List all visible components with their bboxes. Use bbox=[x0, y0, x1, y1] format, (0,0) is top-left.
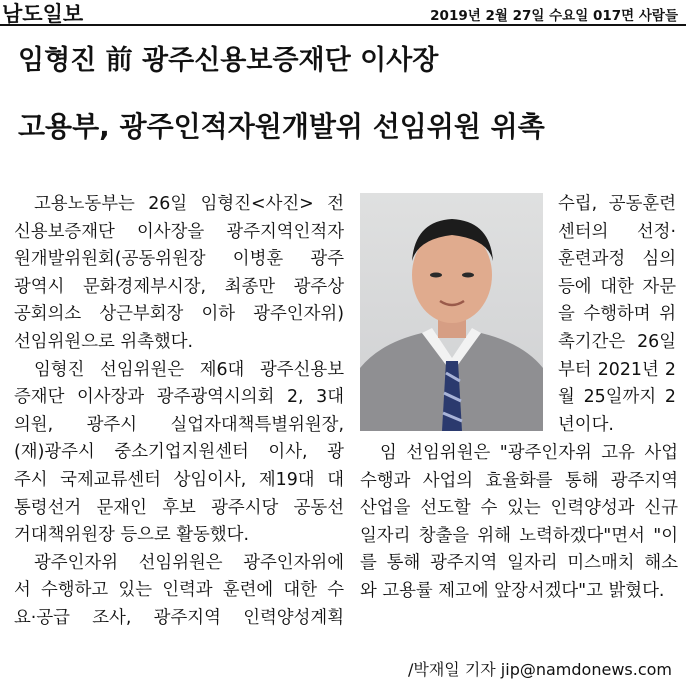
text-line: 신용보증재단 이사장을 광주지역인적자 bbox=[14, 221, 344, 242]
text-line: 광역시 문화경제부시장, 최종만 광주상 bbox=[14, 276, 344, 297]
text-line: 증재단 이사장과 광주광역시의회 2, 3대 bbox=[14, 387, 344, 408]
text-line: 선임위원으로 위촉했다. bbox=[14, 331, 194, 352]
text-line: 임형진 선임위원은 제6대 광주신용보 bbox=[34, 359, 344, 380]
text-line: (재)광주시 중소기업지원센터 이사, 광 bbox=[14, 442, 344, 463]
text-line: 등에 대한 자문 bbox=[558, 276, 676, 297]
portrait-illustration bbox=[360, 193, 543, 431]
text-line: 산업을 선도할 수 있는 인력양성과 신규 bbox=[360, 498, 678, 519]
text-line: 수행과 사업의 효율화를 통해 광주지역 bbox=[360, 470, 678, 491]
text-line: 요·공급 조사, 광주지역 인력양성계획 bbox=[14, 607, 344, 628]
edition-info: 2019년 2월 27일 수요일 017면 사람들 bbox=[430, 8, 678, 24]
text-line: 년이다. bbox=[558, 414, 614, 435]
text-line: 을 수행하며 위 bbox=[558, 304, 676, 325]
newspaper-name: 남도일보 bbox=[2, 2, 84, 26]
text-line: 센터의 선정· bbox=[558, 221, 676, 242]
text-line: 통령선거 문재인 후보 광주시당 공동선 bbox=[14, 497, 344, 518]
text-line: 월 25일까지 2 bbox=[558, 387, 676, 408]
text-line: 임 선임위원은 "광주인자위 고유 사업 bbox=[380, 443, 678, 463]
reporter-byline: /박재일 기자 jip@namdonews.com bbox=[407, 660, 672, 679]
text-line: 서 수행하고 있는 인력과 훈련에 대한 수 bbox=[14, 580, 344, 601]
text-line: 원개발위원회(공동위원장 이병훈 광주 bbox=[14, 249, 344, 270]
headline-sub: 고용부, 광주인적자원개발위 선임위원 위촉 bbox=[18, 110, 545, 143]
text-line: 거대책위원장 등으로 활동했다. bbox=[14, 525, 249, 546]
text-line: 광주인자위 선임위원은 광주인자위에 bbox=[34, 552, 344, 573]
text-line: 촉기간은 26일 bbox=[558, 331, 676, 352]
text-line: 수립, 공동훈련 bbox=[558, 194, 676, 214]
portrait-photo bbox=[360, 193, 543, 431]
text-line: 일자리 창출을 위해 노력하겠다"면서 "이 bbox=[360, 525, 678, 546]
text-line: 공회의소 상근부회장 이하 광주인자위) bbox=[14, 304, 344, 325]
article-column-left bbox=[14, 191, 344, 633]
headline-main: 임형진 前 광주신용보증재단 이사장 bbox=[18, 45, 439, 76]
text-line: 의원, 광주시 실업자대책특별위원장, bbox=[14, 414, 344, 435]
text-line: 를 통해 광주지역 일자리 미스매치 해소 bbox=[360, 553, 678, 574]
article-column-right bbox=[558, 191, 676, 439]
text-line: 고용노동부는 26일 임형진<사진> 전 bbox=[34, 194, 344, 214]
text-line: 부터 2021년 2 bbox=[558, 359, 676, 380]
text-line: 주시 국제교류센터 상임이사, 제19대 대 bbox=[14, 469, 344, 490]
text-line: 와 고용률 제고에 앞장서겠다"고 밝혔다. bbox=[360, 580, 665, 601]
masthead-bar bbox=[0, 0, 686, 26]
article-column-bottom bbox=[360, 440, 678, 606]
text-line: 훈련과정 심의 bbox=[558, 249, 676, 270]
